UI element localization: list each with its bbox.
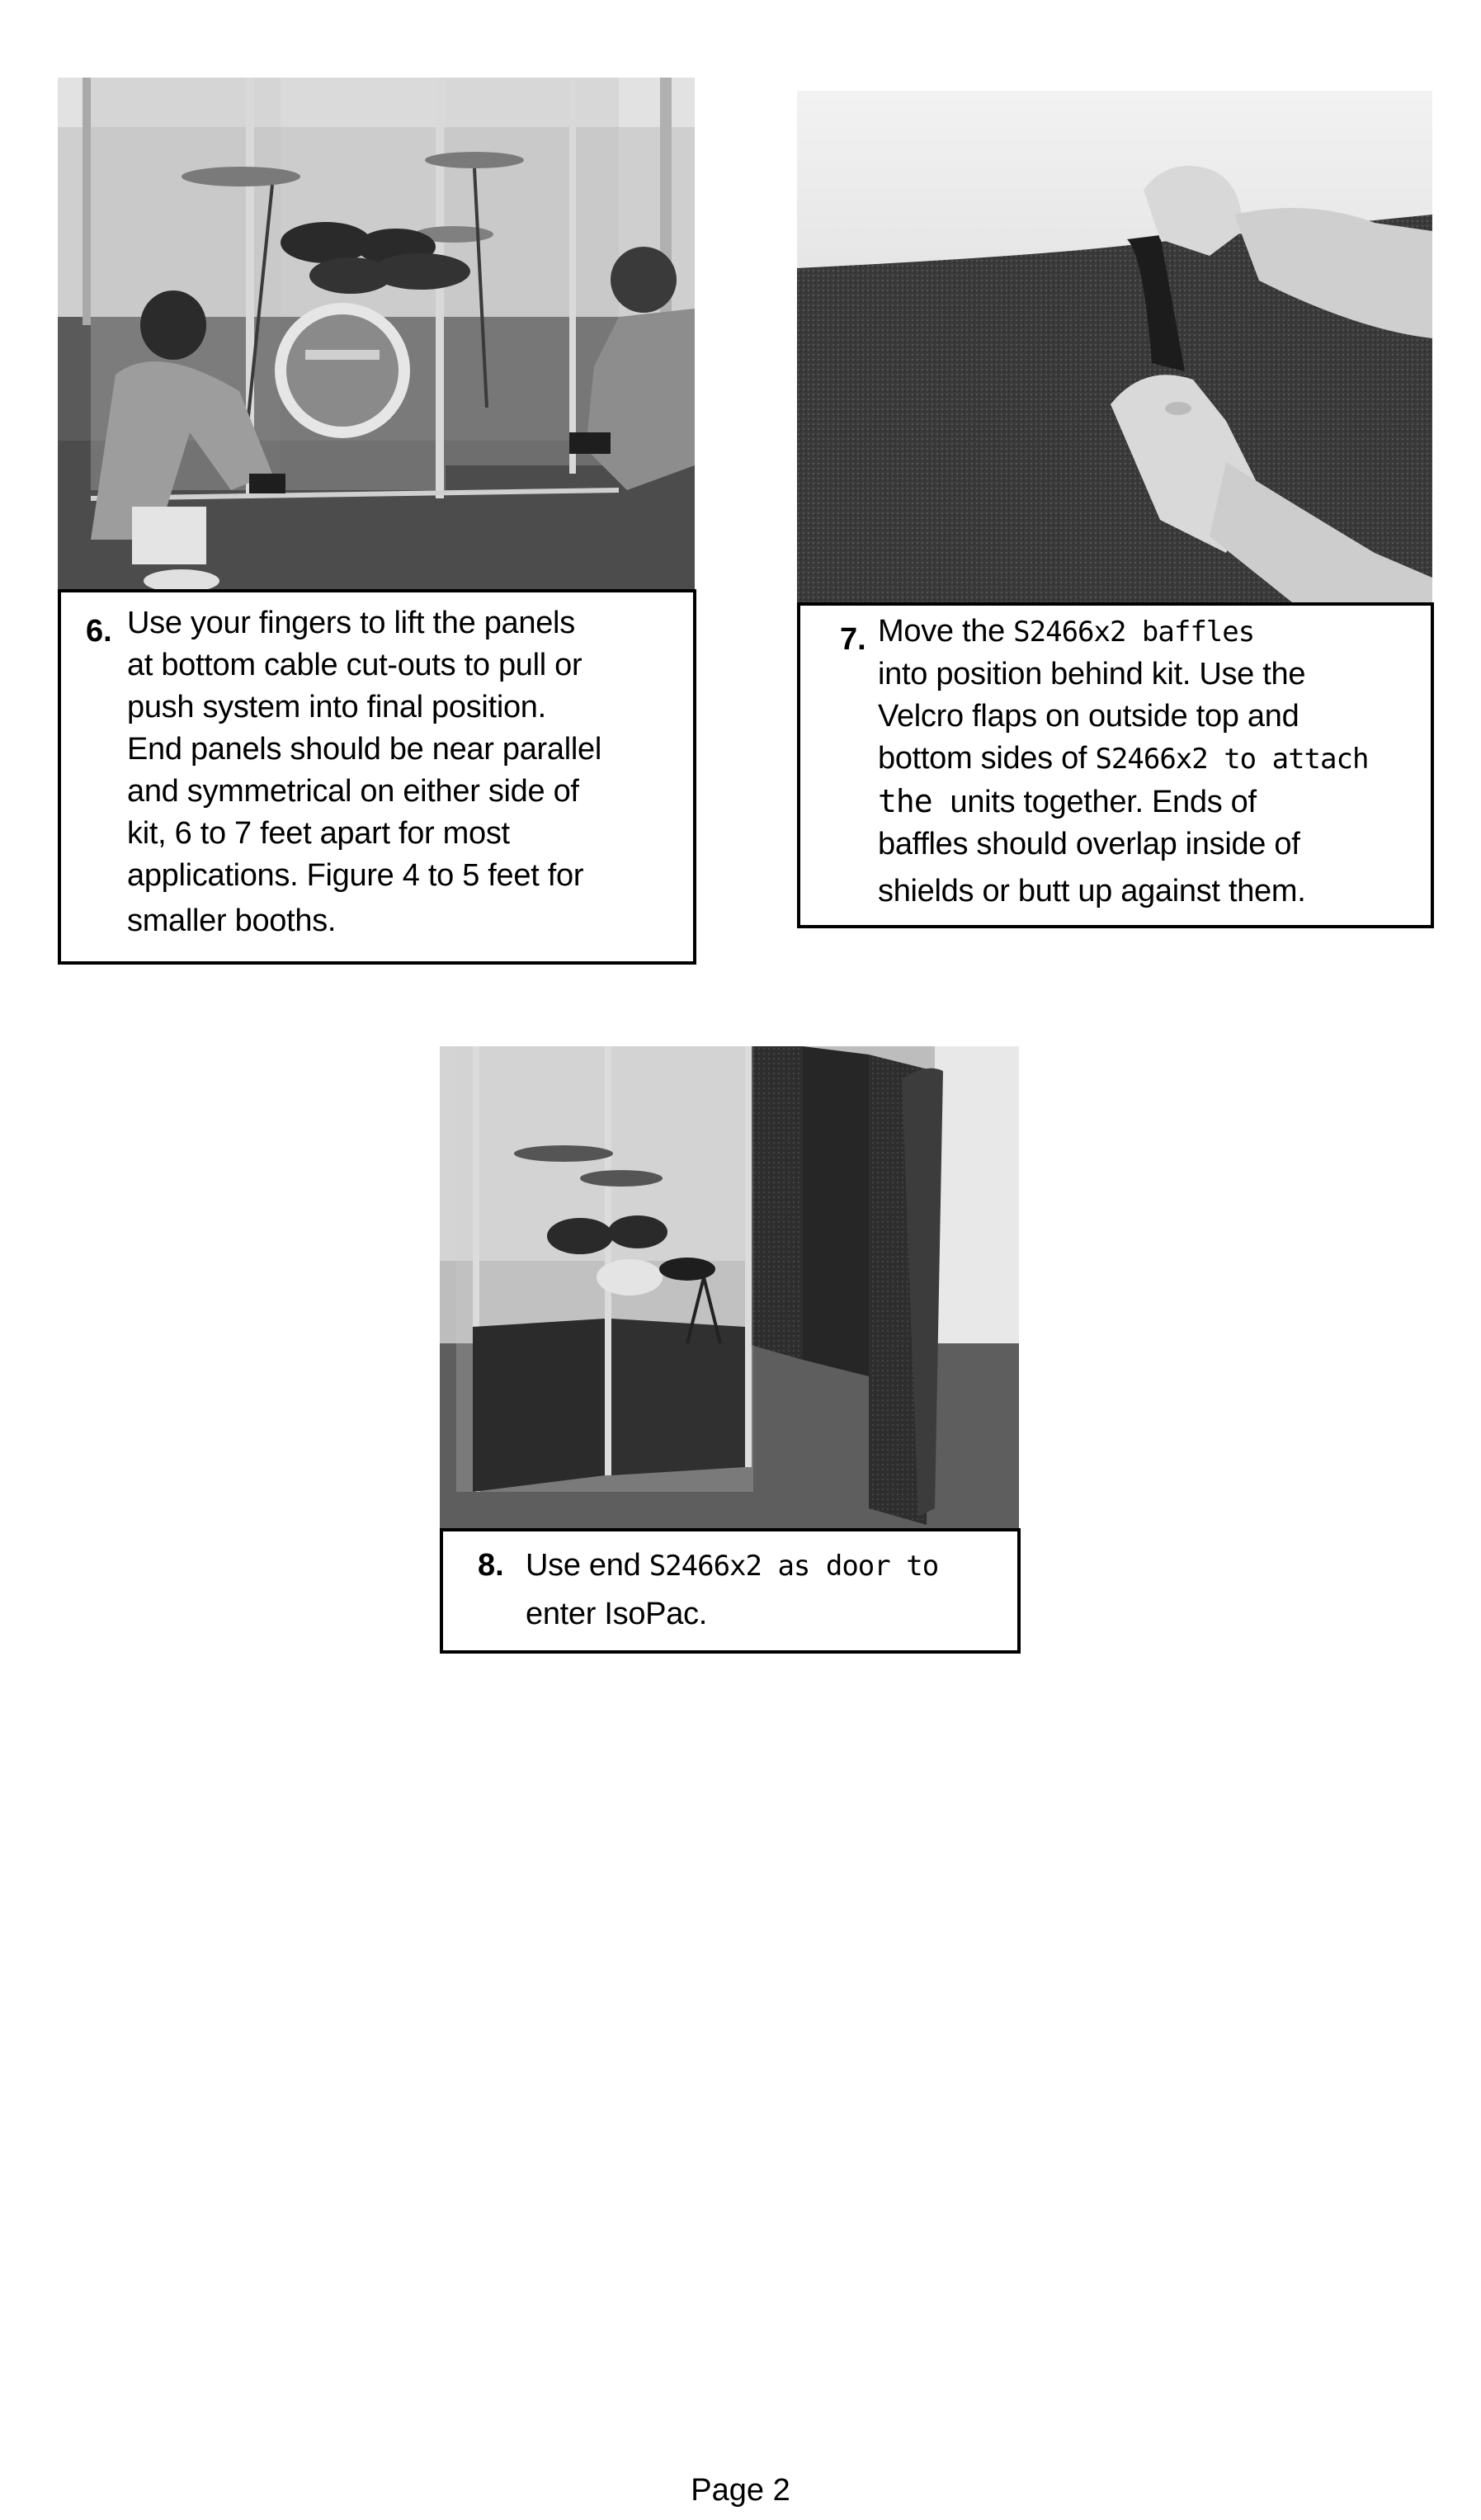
step-8-caption xyxy=(440,1528,1021,1654)
step-8-text xyxy=(526,1541,938,1638)
step-6-line: Use your fingers to lift the panels xyxy=(127,606,575,640)
step-7-line: shields or butt up against them. xyxy=(878,874,1306,908)
step-7-text-run: Move the xyxy=(878,614,1014,649)
step-7-line xyxy=(878,781,1368,823)
step-7-text-run: units together. Ends of xyxy=(950,785,1257,819)
step-8-line: enter IsoPac. xyxy=(526,1597,707,1631)
step-7-text-run: the xyxy=(878,783,950,819)
model-number: S2466x2 to attach xyxy=(1095,743,1369,776)
page-number: Page 2 xyxy=(691,2473,790,2508)
step-number: 8. xyxy=(478,1548,504,1583)
velcro-baffle-photo xyxy=(797,91,1432,602)
step-7-line: into position behind kit. Use the xyxy=(878,657,1306,691)
step-number: 6. xyxy=(86,614,112,649)
step-6-line: kit, 6 to 7 feet apart for most xyxy=(127,816,510,851)
step-6-line: at bottom cable cut-outs to pull or xyxy=(127,648,582,682)
step-6-line: push system into final position. xyxy=(127,690,546,724)
step-7-line: baffles should overlap inside of xyxy=(878,827,1300,861)
model-number: S2466x2 baffles xyxy=(1013,616,1255,649)
step-7-caption xyxy=(797,602,1434,928)
step-6-line: End panels should be near parallel xyxy=(127,732,601,767)
step-6-line: smaller booths. xyxy=(127,904,337,938)
step-6-line: and symmetrical on either side of xyxy=(127,774,579,809)
step-number: 7. xyxy=(840,622,866,657)
isopac-booth-photo xyxy=(440,1046,1019,1528)
step-6-line: applications. Figure 4 to 5 feet for xyxy=(127,858,584,893)
step-6-text xyxy=(127,602,601,942)
step-7-text xyxy=(878,611,1368,913)
step-7-line xyxy=(878,738,1368,781)
step-8-line xyxy=(526,1541,938,1590)
step-7-line xyxy=(878,611,1368,654)
step-7-line: Velcro flaps on outside top and xyxy=(878,699,1299,734)
drum-kit-panels-photo xyxy=(58,78,695,589)
step-8-text-run: Use end xyxy=(526,1548,649,1583)
step-6-caption xyxy=(58,589,696,965)
step-7-text-run: bottom sides of xyxy=(878,741,1096,776)
model-number: S2466x2 as door to xyxy=(649,1550,939,1583)
